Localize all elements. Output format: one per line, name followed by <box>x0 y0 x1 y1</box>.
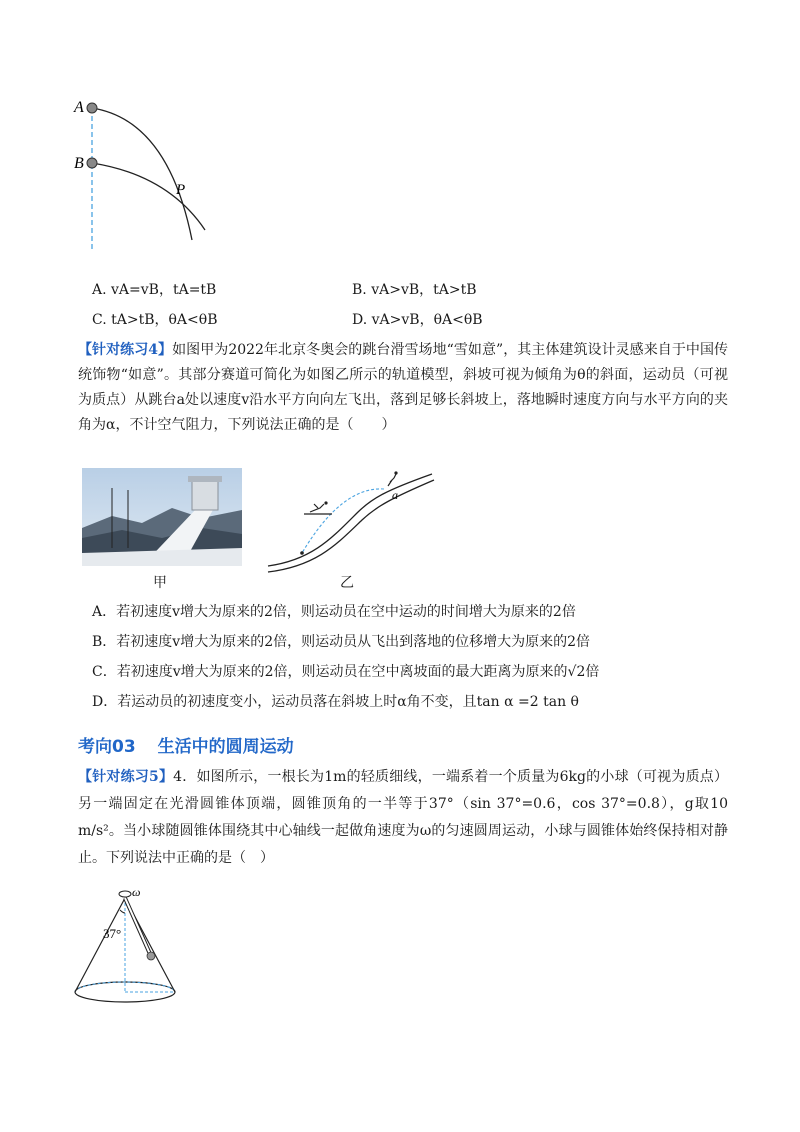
section-number: 考向03 <box>78 737 136 757</box>
small-ball <box>147 952 155 960</box>
angle-label: 37° <box>103 926 122 941</box>
cone-left-edge <box>75 898 125 992</box>
label-a: A <box>74 99 84 116</box>
label-b: B <box>74 155 84 172</box>
q3-option-c: C. tA>tB，θA<θB <box>92 312 218 328</box>
q3-option-a-text: vA=vB，tA=tB <box>111 282 217 298</box>
ball-b <box>87 158 97 168</box>
section-heading <box>78 732 294 757</box>
rotation-arrow <box>119 891 131 897</box>
section-title: 生活中的圆周运动 <box>157 737 294 757</box>
label-p: P <box>176 182 186 198</box>
q4-option-d: D．若运动员的初速度变小，运动员落在斜坡上时α角不变，且tan α =2 tan θ <box>92 694 579 710</box>
q5-tag: 【针对练习5】 <box>78 769 174 785</box>
q4-stem <box>78 338 728 438</box>
flight-path <box>302 489 384 553</box>
trajectory-figure <box>68 90 218 255</box>
q3-option-a: A. vA=vB，tA=tB <box>92 282 217 298</box>
q3-option-d-text: vA>vB，θA<θB <box>371 312 483 328</box>
trajectory-from-a <box>92 108 192 240</box>
cone-figure <box>70 880 200 1010</box>
landing-dot <box>300 551 304 555</box>
slope-upper <box>268 474 432 566</box>
skier-right <box>388 474 396 486</box>
q4-tag: 【针对练习4】 <box>78 342 173 358</box>
ball-a <box>87 103 97 113</box>
q3-option-c-text: tA>tB，θA<θB <box>111 312 218 328</box>
ski-jump-photo <box>82 468 242 566</box>
q4-stem-text: 如图甲为2022年北京冬奥会的跳台滑雪场地“雪如意”，其主体建筑设计灵感来自于中国传统饰物“如意”。其部分赛道可简化为如图乙所示的轨道模型，斜坡可视为倾角为θ的斜面，运动员（可视为质点）从跳台a处以速度v沿水平方向向左飞出，落到足够长斜坡上，落地瞬时速度方向与水平方向的夹角为α，不计空气阻力，下列说法正确的是（ ） <box>78 342 728 433</box>
q4-option-c: C．若初速度v增大为原来的2倍，则运动员在空中离坡面的最大距离为原来的√2倍 <box>92 664 600 680</box>
caption-right: 乙 <box>340 575 354 591</box>
slope-lower <box>268 480 434 572</box>
q4-option-b: B．若初速度v增大为原来的2倍，则运动员从飞出到落地的位移增大为原来的2倍 <box>92 634 591 650</box>
track-model-figure <box>262 468 442 573</box>
q3-option-b: B. vA>vB，tA>tB <box>352 282 477 298</box>
q5-stem <box>78 764 728 872</box>
q3-option-d: D. vA>vB，θA<θB <box>352 312 483 328</box>
q4-option-a: A．若初速度v增大为原来的2倍，则运动员在空中运动的时间增大为原来的2倍 <box>92 604 576 620</box>
skier-left <box>310 504 324 512</box>
omega-label: ω <box>132 885 141 899</box>
point-a-label: a <box>392 488 398 502</box>
q3-option-b-text: vA>vB，tA>tB <box>371 282 477 298</box>
q5-stem-text: 4．如图所示，一根长为1m的轻质细线，一端系着一个质量为6kg的小球（可视为质点）另一端固定在光滑圆锥体顶端，圆锥顶角的一半等于37°（sin 37°=0.6，cos 37°=0.8），g取10 m/s²。当小球随圆锥体围绕其中心轴线一起做角速度为ω的匀速圆周运动，小球与圆锥体始终保持相对静止。下列说法中正确的是（ ） <box>78 769 728 866</box>
caption-left: 甲 <box>153 575 167 591</box>
angle-arc <box>120 910 125 913</box>
